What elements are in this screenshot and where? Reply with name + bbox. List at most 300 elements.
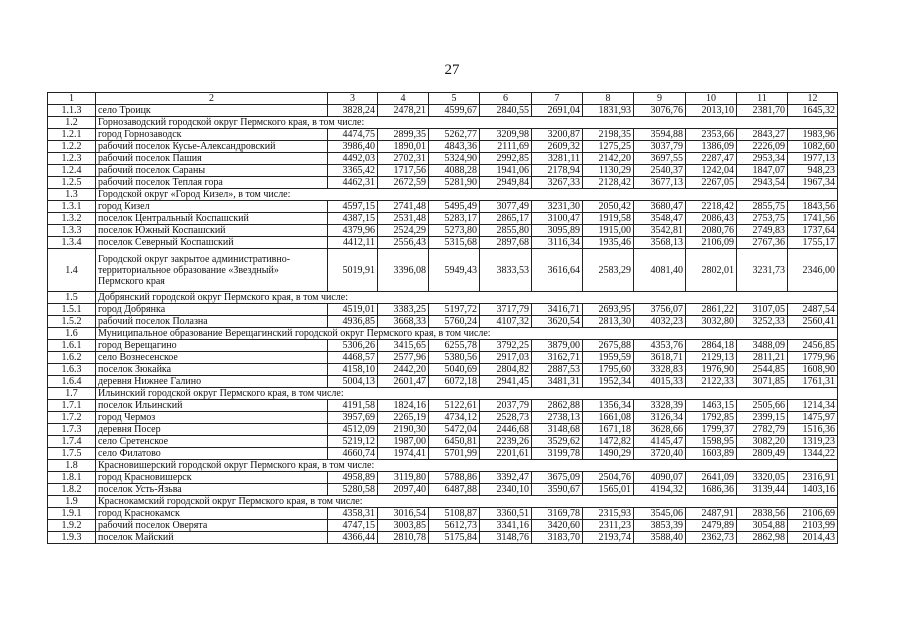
row-code: 1.5.2 xyxy=(48,316,96,328)
value-cell: 1983,96 xyxy=(788,129,838,141)
value-cell: 4032,23 xyxy=(634,316,686,328)
value-cell: 1843,56 xyxy=(788,201,838,213)
value-cell: 2287,47 xyxy=(686,153,737,165)
value-cell: 2741,48 xyxy=(378,201,429,213)
value-cell: 3281,11 xyxy=(532,153,583,165)
value-cell: 5495,49 xyxy=(429,201,480,213)
value-cell: 3328,39 xyxy=(634,400,686,412)
value-cell: 3148,76 xyxy=(480,532,532,544)
value-cell: 2399,15 xyxy=(737,412,788,424)
column-number-cell: 10 xyxy=(686,93,737,105)
column-number-cell: 8 xyxy=(583,93,634,105)
value-cell: 2887,53 xyxy=(532,364,583,376)
table-row xyxy=(48,436,838,448)
value-cell: 4512,09 xyxy=(328,424,378,436)
value-cell: 3032,80 xyxy=(686,316,737,328)
value-cell: 5175,84 xyxy=(429,532,480,544)
value-cell: 6450,81 xyxy=(429,436,480,448)
value-cell: 4387,15 xyxy=(328,213,378,225)
value-cell: 1959,59 xyxy=(583,352,634,364)
group-row xyxy=(48,460,838,472)
row-code: 1.4 xyxy=(48,249,96,292)
value-cell: 2265,19 xyxy=(378,412,429,424)
column-number-cell: 1 xyxy=(48,93,96,105)
value-cell: 3016,54 xyxy=(378,508,429,520)
value-cell: 1915,00 xyxy=(583,225,634,237)
table-row xyxy=(48,105,838,117)
value-cell: 3488,09 xyxy=(737,340,788,352)
value-cell: 2340,10 xyxy=(480,484,532,496)
value-cell: 3677,13 xyxy=(634,177,686,189)
settlement-name: город Добрянка xyxy=(96,304,328,316)
settlement-name: город Кизел xyxy=(96,201,328,213)
settlement-name: село Филатово xyxy=(96,448,328,460)
value-cell: 4599,67 xyxy=(429,105,480,117)
column-number-cell: 11 xyxy=(737,93,788,105)
value-cell: 2738,13 xyxy=(532,412,583,424)
value-cell: 2111,69 xyxy=(480,141,532,153)
value-cell: 2479,89 xyxy=(686,520,737,532)
value-cell: 1661,08 xyxy=(583,412,634,424)
column-number-cell: 12 xyxy=(788,93,838,105)
table-row xyxy=(48,213,838,225)
value-cell: 2641,09 xyxy=(686,472,737,484)
value-cell: 5472,04 xyxy=(429,424,480,436)
table-row xyxy=(48,165,838,177)
settlement-name: поселок Зюкайка xyxy=(96,364,328,376)
value-cell: 2239,26 xyxy=(480,436,532,448)
settlement-name: поселок Майский xyxy=(96,532,328,544)
value-cell: 1831,93 xyxy=(583,105,634,117)
value-cell: 5306,26 xyxy=(328,340,378,352)
value-cell: 3320,05 xyxy=(737,472,788,484)
value-cell: 2193,74 xyxy=(583,532,634,544)
settlement-name: Городской округ закрытое административно-территориальное образование «Звездный» Пермского края xyxy=(96,249,328,292)
value-cell: 3341,16 xyxy=(480,520,532,532)
value-cell: 2609,32 xyxy=(532,141,583,153)
row-code: 1.3 xyxy=(48,189,96,201)
value-cell: 3420,60 xyxy=(532,520,583,532)
value-cell: 2811,21 xyxy=(737,352,788,364)
value-cell: 6487,88 xyxy=(429,484,480,496)
value-cell: 1974,41 xyxy=(378,448,429,460)
value-cell: 1214,34 xyxy=(788,400,838,412)
value-cell: 3717,79 xyxy=(480,304,532,316)
value-cell: 3162,71 xyxy=(532,352,583,364)
value-cell: 2106,69 xyxy=(788,508,838,520)
group-row xyxy=(48,292,838,304)
value-cell: 4145,47 xyxy=(634,436,686,448)
value-cell: 1598,95 xyxy=(686,436,737,448)
value-cell: 2813,30 xyxy=(583,316,634,328)
value-cell: 2672,59 xyxy=(378,177,429,189)
value-cell: 2702,31 xyxy=(378,153,429,165)
settlement-name: город Горнозаводск xyxy=(96,129,328,141)
value-cell: 3071,85 xyxy=(737,376,788,388)
value-cell: 2201,61 xyxy=(480,448,532,460)
value-cell: 2862,88 xyxy=(532,400,583,412)
value-cell: 2106,09 xyxy=(686,237,737,249)
value-cell: 2675,88 xyxy=(583,340,634,352)
value-cell: 6072,18 xyxy=(429,376,480,388)
group-title: Муниципальное образование Верещагинский городской округ Пермского края, в том числе: xyxy=(96,328,838,340)
value-cell: 3828,24 xyxy=(328,105,378,117)
value-cell: 2097,40 xyxy=(378,484,429,496)
value-cell: 5262,77 xyxy=(429,129,480,141)
value-cell: 3416,71 xyxy=(532,304,583,316)
value-cell: 1987,00 xyxy=(378,436,429,448)
table-body xyxy=(48,93,838,544)
value-cell: 4090,07 xyxy=(634,472,686,484)
value-cell: 2865,17 xyxy=(480,213,532,225)
value-cell: 1565,01 xyxy=(583,484,634,496)
value-cell: 3267,33 xyxy=(532,177,583,189)
value-cell: 3003,85 xyxy=(378,520,429,532)
row-code: 1.9 xyxy=(48,496,96,508)
value-cell: 3618,71 xyxy=(634,352,686,364)
value-cell: 3119,80 xyxy=(378,472,429,484)
value-cell: 3365,42 xyxy=(328,165,378,177)
value-cell: 1952,34 xyxy=(583,376,634,388)
table-row xyxy=(48,448,838,460)
settlement-name: рабочий поселок Сараны xyxy=(96,165,328,177)
value-cell: 2050,42 xyxy=(583,201,634,213)
value-cell: 5122,61 xyxy=(429,400,480,412)
settlement-name: поселок Южный Коспашский xyxy=(96,225,328,237)
value-cell: 1919,58 xyxy=(583,213,634,225)
value-cell: 4358,31 xyxy=(328,508,378,520)
value-cell: 2316,91 xyxy=(788,472,838,484)
value-cell: 3360,51 xyxy=(480,508,532,520)
row-code: 1.8.2 xyxy=(48,484,96,496)
value-cell: 1799,37 xyxy=(686,424,737,436)
value-cell: 4734,12 xyxy=(429,412,480,424)
table-row xyxy=(48,141,838,153)
value-cell: 4843,36 xyxy=(429,141,480,153)
settlement-name: поселок Северный Коспашский xyxy=(96,237,328,249)
value-cell: 5315,68 xyxy=(429,237,480,249)
value-cell: 1603,89 xyxy=(686,448,737,460)
value-cell: 2601,47 xyxy=(378,376,429,388)
value-cell: 3126,34 xyxy=(634,412,686,424)
value-cell: 1130,29 xyxy=(583,165,634,177)
value-cell: 2198,35 xyxy=(583,129,634,141)
table-row xyxy=(48,340,838,352)
value-cell: 2992,85 xyxy=(480,153,532,165)
value-cell: 3594,88 xyxy=(634,129,686,141)
value-cell: 2862,98 xyxy=(737,532,788,544)
value-cell: 1686,36 xyxy=(686,484,737,496)
value-cell: 1242,04 xyxy=(686,165,737,177)
value-cell: 4412,11 xyxy=(328,237,378,249)
value-cell: 1344,22 xyxy=(788,448,838,460)
value-cell: 2802,01 xyxy=(686,249,737,292)
value-cell: 1403,16 xyxy=(788,484,838,496)
value-cell: 3252,33 xyxy=(737,316,788,328)
settlement-name: рабочий поселок Оверята xyxy=(96,520,328,532)
row-code: 1.5 xyxy=(48,292,96,304)
value-cell: 2840,55 xyxy=(480,105,532,117)
group-row xyxy=(48,189,838,201)
value-cell: 2524,29 xyxy=(378,225,429,237)
value-cell: 3415,65 xyxy=(378,340,429,352)
value-cell: 2953,34 xyxy=(737,153,788,165)
value-cell: 2949,84 xyxy=(480,177,532,189)
tariff-table xyxy=(47,92,838,544)
row-code: 1.7.2 xyxy=(48,412,96,424)
value-cell: 5004,13 xyxy=(328,376,378,388)
value-cell: 3680,47 xyxy=(634,201,686,213)
value-cell: 2142,20 xyxy=(583,153,634,165)
group-row xyxy=(48,328,838,340)
value-cell: 1967,34 xyxy=(788,177,838,189)
row-code: 1.3.1 xyxy=(48,201,96,213)
value-cell: 3568,13 xyxy=(634,237,686,249)
value-cell: 2843,27 xyxy=(737,129,788,141)
value-cell: 3620,54 xyxy=(532,316,583,328)
row-code: 1.2.1 xyxy=(48,129,96,141)
value-cell: 4088,28 xyxy=(429,165,480,177)
settlement-name: рабочий поселок Пашия xyxy=(96,153,328,165)
value-cell: 2528,73 xyxy=(480,412,532,424)
row-code: 1.2.2 xyxy=(48,141,96,153)
value-cell: 2346,00 xyxy=(788,249,838,292)
value-cell: 3720,40 xyxy=(634,448,686,460)
value-cell: 2267,05 xyxy=(686,177,737,189)
row-code: 1.6 xyxy=(48,328,96,340)
value-cell: 2693,95 xyxy=(583,304,634,316)
value-cell: 3616,64 xyxy=(532,249,583,292)
table-row xyxy=(48,484,838,496)
value-cell: 3792,25 xyxy=(480,340,532,352)
value-cell: 3209,98 xyxy=(480,129,532,141)
value-cell: 5281,90 xyxy=(429,177,480,189)
page-number: 27 xyxy=(444,62,460,78)
value-cell: 2103,99 xyxy=(788,520,838,532)
value-cell: 5019,91 xyxy=(328,249,378,292)
value-cell: 5280,58 xyxy=(328,484,378,496)
value-cell: 3383,25 xyxy=(378,304,429,316)
row-code: 1.6.4 xyxy=(48,376,96,388)
table-row xyxy=(48,249,838,292)
value-cell: 948,23 xyxy=(788,165,838,177)
value-cell: 2080,76 xyxy=(686,225,737,237)
value-cell: 1890,01 xyxy=(378,141,429,153)
settlement-name: деревня Нижнее Галино xyxy=(96,376,328,388)
group-row xyxy=(48,117,838,129)
value-cell: 2767,36 xyxy=(737,237,788,249)
value-cell: 2478,21 xyxy=(378,105,429,117)
row-code: 1.7.5 xyxy=(48,448,96,460)
value-cell: 3668,33 xyxy=(378,316,429,328)
value-cell: 1472,82 xyxy=(583,436,634,448)
value-cell: 5040,69 xyxy=(429,364,480,376)
value-cell: 3675,09 xyxy=(532,472,583,484)
value-cell: 1275,25 xyxy=(583,141,634,153)
row-code: 1.1.3 xyxy=(48,105,96,117)
value-cell: 2362,73 xyxy=(686,532,737,544)
row-code: 1.5.1 xyxy=(48,304,96,316)
value-cell: 3396,08 xyxy=(378,249,429,292)
row-code: 1.6.2 xyxy=(48,352,96,364)
table-row xyxy=(48,316,838,328)
value-cell: 3481,31 xyxy=(532,376,583,388)
value-cell: 3588,40 xyxy=(634,532,686,544)
row-code: 1.2.4 xyxy=(48,165,96,177)
value-cell: 3100,47 xyxy=(532,213,583,225)
value-cell: 3107,05 xyxy=(737,304,788,316)
value-cell: 2456,85 xyxy=(788,340,838,352)
table-row xyxy=(48,129,838,141)
value-cell: 4379,96 xyxy=(328,225,378,237)
value-cell: 3542,81 xyxy=(634,225,686,237)
value-cell: 1386,09 xyxy=(686,141,737,153)
value-cell: 5324,90 xyxy=(429,153,480,165)
value-cell: 2129,13 xyxy=(686,352,737,364)
value-cell: 3169,78 xyxy=(532,508,583,520)
value-cell: 3139,44 xyxy=(737,484,788,496)
table-row xyxy=(48,177,838,189)
value-cell: 1935,46 xyxy=(583,237,634,249)
row-code: 1.3.3 xyxy=(48,225,96,237)
value-cell: 1319,23 xyxy=(788,436,838,448)
value-cell: 3529,62 xyxy=(532,436,583,448)
value-cell: 2855,80 xyxy=(480,225,532,237)
value-cell: 4191,58 xyxy=(328,400,378,412)
value-cell: 3879,00 xyxy=(532,340,583,352)
value-cell: 3231,73 xyxy=(737,249,788,292)
value-cell: 2505,66 xyxy=(737,400,788,412)
value-cell: 2897,68 xyxy=(480,237,532,249)
row-code: 1.2 xyxy=(48,117,96,129)
value-cell: 2810,78 xyxy=(378,532,429,544)
value-cell: 4468,57 xyxy=(328,352,378,364)
value-cell: 2504,76 xyxy=(583,472,634,484)
value-cell: 2013,10 xyxy=(686,105,737,117)
value-cell: 4936,85 xyxy=(328,316,378,328)
row-code: 1.9.1 xyxy=(48,508,96,520)
value-cell: 1976,90 xyxy=(686,364,737,376)
settlement-name: город Красновишерск xyxy=(96,472,328,484)
value-cell: 2577,96 xyxy=(378,352,429,364)
table-row xyxy=(48,201,838,213)
value-cell: 3037,79 xyxy=(634,141,686,153)
settlement-name: деревня Посер xyxy=(96,424,328,436)
column-number-cell: 2 xyxy=(96,93,328,105)
value-cell: 2128,42 xyxy=(583,177,634,189)
table-row xyxy=(48,400,838,412)
row-code: 1.3.4 xyxy=(48,237,96,249)
value-cell: 5612,73 xyxy=(429,520,480,532)
value-cell: 3328,83 xyxy=(634,364,686,376)
value-cell: 2943,54 xyxy=(737,177,788,189)
value-cell: 2749,83 xyxy=(737,225,788,237)
table-row xyxy=(48,532,838,544)
value-cell: 1755,17 xyxy=(788,237,838,249)
settlement-name: город Краснокамск xyxy=(96,508,328,520)
settlement-name: поселок Ильинский xyxy=(96,400,328,412)
value-cell: 1671,18 xyxy=(583,424,634,436)
value-cell: 3833,53 xyxy=(480,249,532,292)
value-cell: 1475,97 xyxy=(788,412,838,424)
value-cell: 4660,74 xyxy=(328,448,378,460)
value-cell: 5197,72 xyxy=(429,304,480,316)
value-cell: 1741,56 xyxy=(788,213,838,225)
value-cell: 2544,85 xyxy=(737,364,788,376)
value-cell: 2381,70 xyxy=(737,105,788,117)
row-code: 1.2.5 xyxy=(48,177,96,189)
value-cell: 2838,56 xyxy=(737,508,788,520)
value-cell: 3548,47 xyxy=(634,213,686,225)
value-cell: 3077,49 xyxy=(480,201,532,213)
column-number-cell: 5 xyxy=(429,93,480,105)
value-cell: 4474,75 xyxy=(328,129,378,141)
value-cell: 4194,32 xyxy=(634,484,686,496)
value-cell: 2899,35 xyxy=(378,129,429,141)
table-row xyxy=(48,508,838,520)
value-cell: 4158,10 xyxy=(328,364,378,376)
value-cell: 3148,68 xyxy=(532,424,583,436)
value-cell: 1824,16 xyxy=(378,400,429,412)
value-cell: 2855,75 xyxy=(737,201,788,213)
table-row xyxy=(48,225,838,237)
settlement-name: село Сретенское xyxy=(96,436,328,448)
value-cell: 5380,56 xyxy=(429,352,480,364)
value-cell: 3756,07 xyxy=(634,304,686,316)
table-row xyxy=(48,424,838,436)
value-cell: 2218,42 xyxy=(686,201,737,213)
table-row xyxy=(48,376,838,388)
settlement-name: город Чермоз xyxy=(96,412,328,424)
value-cell: 5219,12 xyxy=(328,436,378,448)
value-cell: 4015,33 xyxy=(634,376,686,388)
value-cell: 3986,40 xyxy=(328,141,378,153)
value-cell: 3231,30 xyxy=(532,201,583,213)
value-cell: 2037,79 xyxy=(480,400,532,412)
value-cell: 1847,07 xyxy=(737,165,788,177)
value-cell: 3054,88 xyxy=(737,520,788,532)
value-cell: 4519,01 xyxy=(328,304,378,316)
column-number-cell: 7 xyxy=(532,93,583,105)
value-cell: 1490,29 xyxy=(583,448,634,460)
value-cell: 1516,36 xyxy=(788,424,838,436)
row-code: 1.9.2 xyxy=(48,520,96,532)
value-cell: 5108,87 xyxy=(429,508,480,520)
value-cell: 3628,66 xyxy=(634,424,686,436)
table-row xyxy=(48,472,838,484)
value-cell: 2122,33 xyxy=(686,376,737,388)
column-number-cell: 6 xyxy=(480,93,532,105)
row-code: 1.7.4 xyxy=(48,436,96,448)
value-cell: 2014,43 xyxy=(788,532,838,544)
value-cell: 3590,67 xyxy=(532,484,583,496)
table-row xyxy=(48,304,838,316)
value-cell: 2861,22 xyxy=(686,304,737,316)
value-cell: 1463,15 xyxy=(686,400,737,412)
group-row xyxy=(48,388,838,400)
value-cell: 2782,79 xyxy=(737,424,788,436)
column-number-row xyxy=(48,93,838,105)
settlement-name: поселок Усть-Язьва xyxy=(96,484,328,496)
value-cell: 4107,32 xyxy=(480,316,532,328)
value-cell: 3183,70 xyxy=(532,532,583,544)
value-cell: 3199,78 xyxy=(532,448,583,460)
row-code: 1.7 xyxy=(48,388,96,400)
group-title: Добрянский городской округ Пермского края, в том числе: xyxy=(96,292,838,304)
value-cell: 5701,99 xyxy=(429,448,480,460)
value-cell: 4366,44 xyxy=(328,532,378,544)
group-title: Красновишерский городской округ Пермского края, в том числе: xyxy=(96,460,838,472)
